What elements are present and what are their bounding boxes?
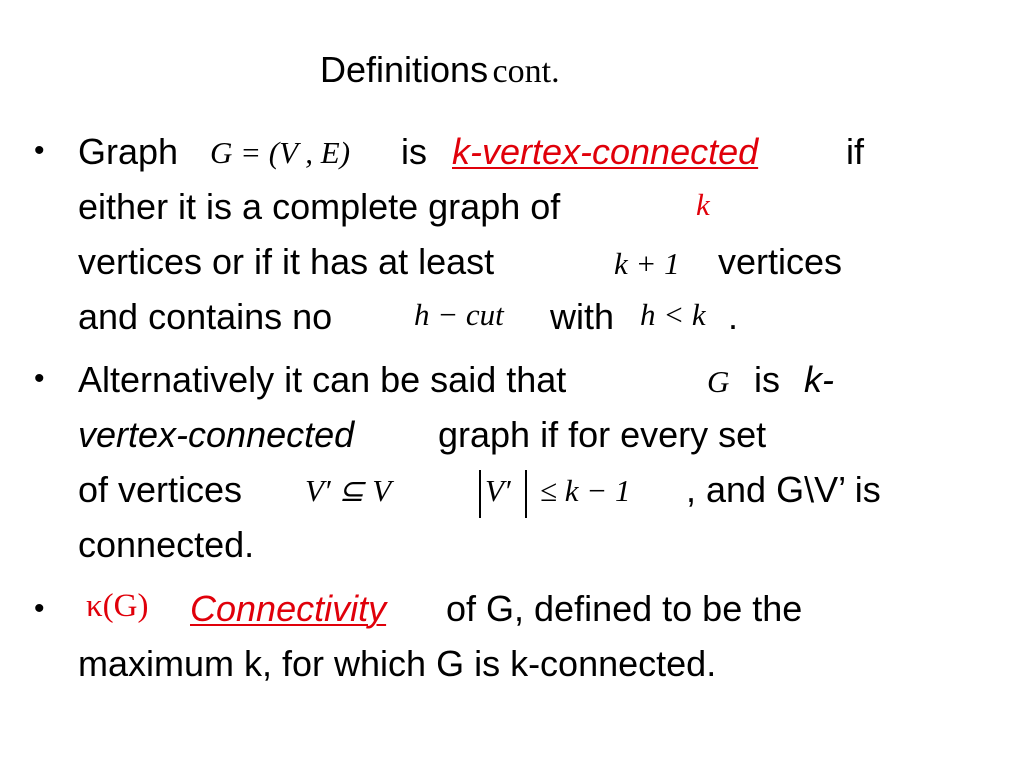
b1-is: is: [401, 131, 427, 172]
b3-line1-text: of G, defined to be the: [446, 588, 803, 629]
b1-line4-period: .: [728, 296, 739, 337]
b1-formula-g: G = (V , E): [210, 135, 351, 170]
b1-line4-with: with: [550, 296, 615, 337]
b1-formula-hlessk: h < k: [640, 297, 706, 332]
title-suffix: cont.: [492, 53, 560, 90]
b1-term-k-vertex-connected: k-vertex-connected: [452, 131, 759, 172]
b2-line1-is: is: [754, 359, 780, 400]
b2-term-vertex-connected: vertex-connected: [78, 414, 355, 455]
b2-line3-text2: , and G\V’ is: [686, 469, 881, 510]
b3-formula-kappa: κ(G): [86, 588, 149, 624]
b1-graph: Graph: [78, 131, 179, 172]
b2-formula-g: G: [707, 364, 730, 399]
b1-formula-hcut: h − cut: [414, 297, 504, 332]
b1-line2-text: either it is a complete graph of: [78, 186, 561, 227]
b2-formula-leq: ≤ k − 1: [540, 473, 631, 508]
b2-formula-subset: V′ ⊆ V: [305, 473, 392, 508]
b1-formula-kplus1: k + 1: [614, 246, 680, 281]
bullet-marker-2: •: [34, 362, 45, 395]
b2-line1-k: k-: [804, 359, 834, 400]
b1-line4-text: and contains no: [78, 296, 333, 337]
abs-bar-left: [479, 470, 481, 518]
b2-line4-text: connected.: [78, 524, 255, 565]
b1-line3-text: vertices or if it has at least: [78, 241, 495, 282]
abs-bar-right: [525, 470, 527, 518]
b1-formula-k: k: [696, 187, 710, 222]
bullet-marker-1: •: [34, 134, 45, 167]
b2-line2-text: graph if for every set: [438, 414, 767, 455]
title-main: Definitions: [320, 49, 489, 90]
b2-line3-text: of vertices: [78, 469, 243, 510]
b3-line2-text: maximum k, for which G is k-connected.: [78, 643, 717, 684]
b1-line3-vertices: vertices: [718, 241, 843, 282]
b1-if: if: [846, 131, 864, 172]
b2-formula-abs-v: V′: [485, 473, 511, 508]
bullet-marker-3: •: [34, 592, 45, 625]
b2-line1-text: Alternatively it can be said that: [78, 359, 567, 400]
b3-term-connectivity: Connectivity: [190, 588, 387, 629]
slide-title: [320, 50, 560, 91]
